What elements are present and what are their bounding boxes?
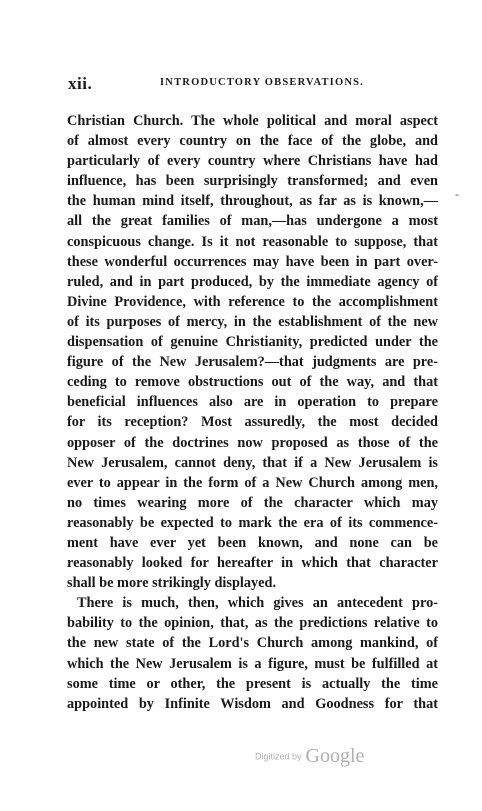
text-line: the human mind itself, throughout, as far as is known,— (67, 193, 438, 210)
text-line: appointed by Infinite Wisdom and Goodness for that (67, 695, 438, 712)
text-line: conspicuous change. Is it not reasonable to suppose, that (67, 233, 438, 250)
text-line: ceding to remove obstructions out of the way, and that (67, 374, 438, 391)
text-line: ruled, and in part produced, by the immediate agency of (67, 273, 438, 290)
text-line: of almost every country on the face of the globe, and (67, 133, 438, 150)
text-line: some time or other, the present is actually the time (67, 675, 438, 692)
text-line: There is much, then, which gives an antecedent pro- (77, 595, 438, 612)
digitization-watermark (255, 745, 364, 768)
text-line: Divine Providence, with reference to the accomplishment (67, 293, 438, 310)
page-number: xii. (68, 74, 93, 93)
text-line: the new state of the Lord's Church among mankind, of (67, 635, 438, 652)
text-line: ment have ever yet been known, and none can be (67, 534, 438, 551)
text-line: opposer of the doctrines now proposed as those of the (67, 434, 438, 451)
text-line: all the great families of man,—has undergone a most (67, 213, 438, 230)
text-line: dispensation of genuine Christianity, predicted under the (67, 334, 438, 351)
text-line: Christian Church. The whole political and moral aspect (67, 113, 438, 129)
text-line: no times wearing more of the character which may (67, 494, 438, 511)
text-line: figure of the New Jerusalem?—that judgments are pre- (67, 354, 438, 371)
text-line: shall be more strikingly displayed. (67, 575, 277, 592)
running-head: INTRODUCTORY OBSERVATIONS. (160, 77, 364, 88)
margin-mark: - (455, 187, 459, 201)
text-line: New Jerusalem, cannot deny, that if a New Jerusalem is (67, 454, 438, 471)
text-line: these wonderful occurrences may have been in part over- (67, 253, 438, 270)
text-line: for its reception? Most assuredly, the most decided (67, 414, 438, 431)
text-line: ever to appear in the form of a New Church among men, (67, 474, 438, 491)
text-line: bability to the opinion, that, as the predictions relative to (67, 615, 438, 632)
text-line: beneficial influences also are in operation to prepare (67, 394, 438, 411)
text-line: reasonably looked for hereafter in which that character (67, 555, 438, 572)
text-line: which the New Jerusalem is a figure, must be fulfilled at (67, 655, 438, 672)
text-line: particularly of every country where Christians have had (67, 153, 438, 170)
watermark-brand: Google (305, 745, 365, 767)
text-line: influence, has been surprisingly transformed; and even (67, 173, 438, 190)
page-header (68, 74, 436, 92)
watermark-prefix: Digitized by (255, 751, 302, 762)
text-line: of its purposes of mercy, in the establishment of the new (67, 313, 438, 330)
text-line: reasonably be expected to mark the era of its commence- (67, 514, 438, 531)
body-text (67, 111, 438, 714)
